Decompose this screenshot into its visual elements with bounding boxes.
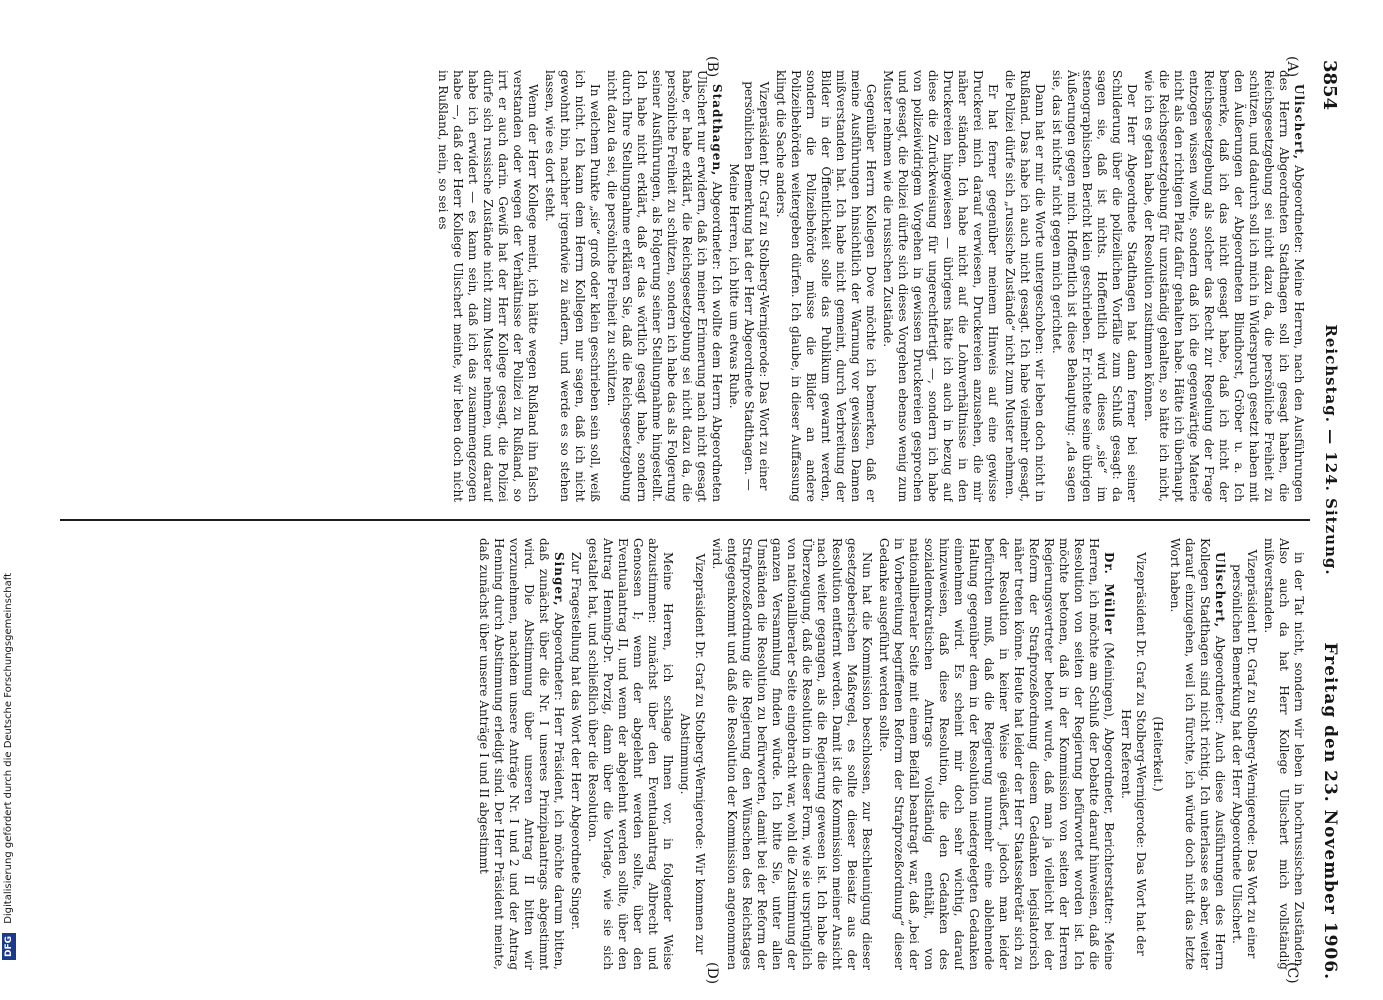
paragraph [568, 538, 583, 970]
paragraph [726, 70, 771, 502]
paragraph [773, 70, 878, 502]
page-number: 3854 [1319, 60, 1340, 111]
footer-credit [2, 0, 16, 960]
margin-marker-c: (C) [1284, 962, 1300, 984]
session-date: Freitag den 23. November 1906. [1320, 642, 1340, 980]
paragraph-text: Zur Fragestellung hat das Wort der Herr Abgeordnete Singer. [569, 552, 583, 931]
paragraph-text: Abgeordneter: Meine Herren, nach den Ausführungen des Herrn Abgeordneten Stadthagen soll ich gesagt haben, die Reichsgesetzgebung sei nicht dazu da, die persönliche Freiheit zu schützen, und dadurch soll ich mich in Widerspruch gesetzt haben mit den Äußerungen der Abgeordneten Blindhorst, Gröber u. a. Ich bemerke, daß ich das nicht gesagt habe, daß ich nicht der Reichsgesetzgebung als solcher das Recht zur Regelung der Frage entzogen wissen wollte, sondern daß ich die gegenwärtige Materie nicht als den richtigen Platz dafür gehalten habe. Hätte ich überhaupt die Reichsgesetzgebung für unzuständig gehalten, so hätte ich nicht, wie ich es getan habe, der Resolution zustimmen können. [1142, 70, 1306, 502]
paragraph [585, 538, 675, 970]
paragraph-text: (Meiningen), Abgeordneter, Berichterstatter: Meine Herren, ich möchte am Schluß der Debatte darauf hinweisen, daß die Resolution von seiten der Regierung befürwortet worden ist. Ich möchte betonen, daß in der Kommission von seiten der Herren Regierungsvertreter betont wurde, daß man ja vielleicht bei der Reform der Strafprozeßordnung diesem Gedanken legislatorisch näher treten könne. Heute hat leider der Herr Staatssekretär sich zu der Resolution in keiner Weise geäußert, jedoch man leider befürchten muß, daß die Regierung nunmehr eine ablehnende Haltung gegenüber dem in der Resolution niedergelegten Gedanken einnehmen wird. Es scheint mir doch sehr wichtig, darauf hinzuweisen, daß diese Resolution, die den Gedanken des sozialdemokratischen Antrags vollständig enthält, von nationalliberaler Seite mit einem Beifall beantragt war, daß „bei der in Vorbereitung begriffenen Reform der Strafprozeßordnung“ dieser Gedanke ausgeführt werden sollte. [877, 538, 1116, 970]
paragraph-text: Vizepräsident Dr. Graf zu Stolberg-Wernigerode: Wir kommen zur Abstimmung. [678, 553, 707, 955]
paragraph-text: Vizepräsident Dr. Graf zu Stolberg-Wernigerode: Das Wort zu einer persönlichen Bemerkung hat der Herr Abgeordnete Stadthagen. — Meine Herren, ich bitte um etwas Ruhe. [727, 81, 771, 491]
paragraph [1118, 538, 1148, 970]
paragraph-text: In welchem Punkte „sie“ groß oder klein geschrieben sein soll, weiß ich nicht. Ich kann dem Herrn Kollegen nur sagen, daß ich nicht gewohnt bin, nachher irgendwie zu ändern, und werde es so stehen lassen, wie es dort steht. [543, 70, 602, 502]
margin-marker-a: (A) [1284, 56, 1300, 78]
paragraph-text: Vizepräsident Dr. Graf zu Stolberg-Wernigerode: Das Wort zu einer persönlichen Bemerkung hat der Herr Abgeordnete Ulischert. [1230, 549, 1259, 959]
paragraph [435, 70, 540, 502]
paragraph-text: Abgeordneter: Auch diese Ausführungen des Herrn Kollegen Stadthagen sind nicht richtig. Ich unterlasse es aber, weiter darauf einzugehen, weil ich fürchte, ich würde doch nicht das letzte Wort haben. [1168, 538, 1227, 970]
paragraph-text: Wenn der Herr Kollege meint, ich hätte wegen Rußland ihn falsch verstanden oder wegen der Verhältnisse der Polizei zu Rußland, so irrt er auch darin. Gewiß hat der Herr Kollege gesagt, die Polizei dürfe sich russische Zustände nicht zum Muster nehmen, und darauf habe ich erwidert — es kann sein, daß ich das zusammengezogen habe —, daß der Herr Kollege Ulischert meinte, wir leben doch nicht in Rußland, nein, so sei es [436, 70, 540, 502]
paragraph [1002, 70, 1047, 502]
paragraph-text: in der Tat nicht, sondern wir leben in hochrussischen Zuständen. Also auch da hat Herr Kollege Ulischert mich vollständig mißverstanden. [1262, 538, 1306, 970]
paragraph [677, 538, 707, 970]
running-title: Reichstag. — 124. Sitzung. [1322, 324, 1340, 576]
paragraph-text: Vizepräsident Dr. Graf zu Stolberg-Wernigerode: Das Wort hat der Herr Referent. [1119, 552, 1148, 956]
right-column [61, 538, 1306, 970]
paragraph [542, 70, 602, 502]
paragraph-text: Meine Herren, ich schlage Ihnen vor, in folgender Weise abzustimmen: zunächst über den Eventualantrag Albrecht und Genossen I; wenn der abgelehnt werden sollte, über den Eventualantrag II, und wenn der abgelehnt werden sollte, über den Antrag Henning-Dr. Porzig, dann über die Vorlage, wie sie sich gestaltet hat, und schließlich über die Resolution. [586, 538, 675, 970]
paragraph-text: Abgeordneter: Herr Präsident, ich möchte darum bitten, daß zunächst über die Nr. I unseres Prinzipalantrags abgestimmt wird. Die Abstimmung über unseren Antrag II bitten wir vorzunehmen, nachdem unsere Anträge Nr. I und 2 und der Antrag Henning durch Abstimmung erledigt sind. Der Herr Präsident meinte, daß zunächst über unsere Anträge I und II abgestimmt [477, 538, 566, 970]
document-page [55, 56, 1340, 985]
paragraph-text: Dann hat er mir die Worte untergeschoben: wir leben doch nicht in Rußland. Das habe ich auch nicht gesagt. Ich habe vielmehr gesagt, die Polizei dürfe sich „russische Zustände“ nicht zum Muster nehmen. [1003, 70, 1047, 502]
left-column [61, 70, 1306, 502]
paragraph [1229, 538, 1259, 970]
paragraph-text: Abgeordneter: Ich wollte dem Herrn Abgeordneten Ulischert nur erwidern, daß ich meiner Erinnerung nach nicht gesagt habe, er habe erklärt, die Reichsgesetzgebung sei nicht dazu da, die persönliche Freiheit zu schützen, sondern ich habe das als Folgerung seiner Ausführungen, als Folgerung seiner Stellungnahme hingestellt. Ich habe nicht erklärt, daß er das wörtlich gesagt habe, sondern durch Ihre Stellungnahme erklären Sie, daß die Reichsgesetzgebung nicht dazu da sei, die persönliche Freiheit zu schützen. [605, 70, 724, 502]
column-divider [60, 519, 1310, 521]
paragraph [1261, 538, 1306, 970]
margin-marker-d: (D) [704, 962, 720, 985]
paragraph-text: Er hat ferner gegenüber meinem Hinweis auf eine gewisse Druckerei mich darauf verwiesen, Druckereien anzusehen, die mir näher ständen. Ich habe nicht auf die Lohnverhältnisse in den Druckereien hingewiesen — übrigens hätte ich auch in bezug auf diese die Zurückweisung für ungerechtfertigt —, sondern ich habe von polizeiwidrigem Vorgehen in gewissen Druckereien gesprochen und gesagt, die Polizei dürfte sich dieses Vorgehen ebenso wenig zum Muster nehmen wie die russischen Zustände. [881, 70, 1000, 502]
speaker-name: Stadthagen, [710, 84, 724, 177]
footer-text: Digitalisierung gefördert durch die Deutsche Forschungsgemeinschaft [3, 572, 14, 924]
paragraph [1167, 538, 1227, 970]
paragraph [1049, 70, 1139, 502]
speaker-name: Dr. Müller [1102, 552, 1116, 635]
paragraph-text: (Heiterkeit.) [1151, 716, 1165, 792]
dfg-logo: DFG [2, 933, 16, 960]
speaker-name: Ulischert, [1213, 552, 1227, 629]
paragraph [880, 70, 1000, 502]
paragraph-text: Nun hat die Kommission beschlossen, zur Beschleunigung dieser gesetzgeberischen Maßregel, es sollte dieser Beisatz aus der Resolution entfernt werden. Damit ist die Kommission meiner Ansicht nach weiter gegangen, als die Regierung gewesen ist. Ich habe die Überzeugung, daß die Resolution in dieser Form, wie sie ursprünglich von nationalliberaler Seite eingebracht war, wohl die Zustimmung der ganzen Versammlung finden würde. Ich bitte Sie, unter allen Umständen die Resolution zu befürworten, damit bei der Reform der Strafprozeßordnung die Regierung den Wünschen des Reichstages entgegenkommt und daß die Resolution der Kommission angenommen wird. [710, 538, 874, 970]
paragraph-text: Gegenüber Herrn Kollegen Dove möchte ich bemerken, daß er meine Ausführungen hinsichtlich der Warnung vor gewissen Damen mißverstanden hat. Ich habe nicht gemeint, durch Verbreitung der Bilder in der Öffentlichkeit solle das Publikum gewarnt werden, sondern die Polizeibehörde müsse die Bilder an andere Polizeibehörden weitergeben dürfen. Ich glaube, in dieser Auffassung klingt die Sache anders. [774, 70, 878, 502]
paragraph [604, 70, 724, 502]
margin-marker-b: (B) [704, 56, 720, 78]
paragraph [709, 538, 874, 970]
page-header [1316, 60, 1340, 980]
paragraph [1150, 538, 1165, 970]
paragraph-text: Der Herr Abgeordnete Stadthagen hat dann ferner bei seiner Schilderung über die polizeilichen Vorfälle zum Schluß gesagt: da sagen sie, daß ist nichts. Hoffentlich wird dieses „sie“ im stenographischen Bericht klein geschrieben. Er richtete seine übrigen Äußerungen gegen mich. Hoffentlich ist diese Behauptung: „da sagen sie, das ist nichts“ nicht gegen mich gerichtet. [1050, 70, 1139, 502]
paragraph [476, 538, 566, 970]
paragraph [1141, 70, 1306, 502]
paragraph [876, 538, 1116, 970]
speaker-name: Ulischert, [1292, 84, 1306, 161]
speaker-name: Singer, [552, 552, 566, 607]
